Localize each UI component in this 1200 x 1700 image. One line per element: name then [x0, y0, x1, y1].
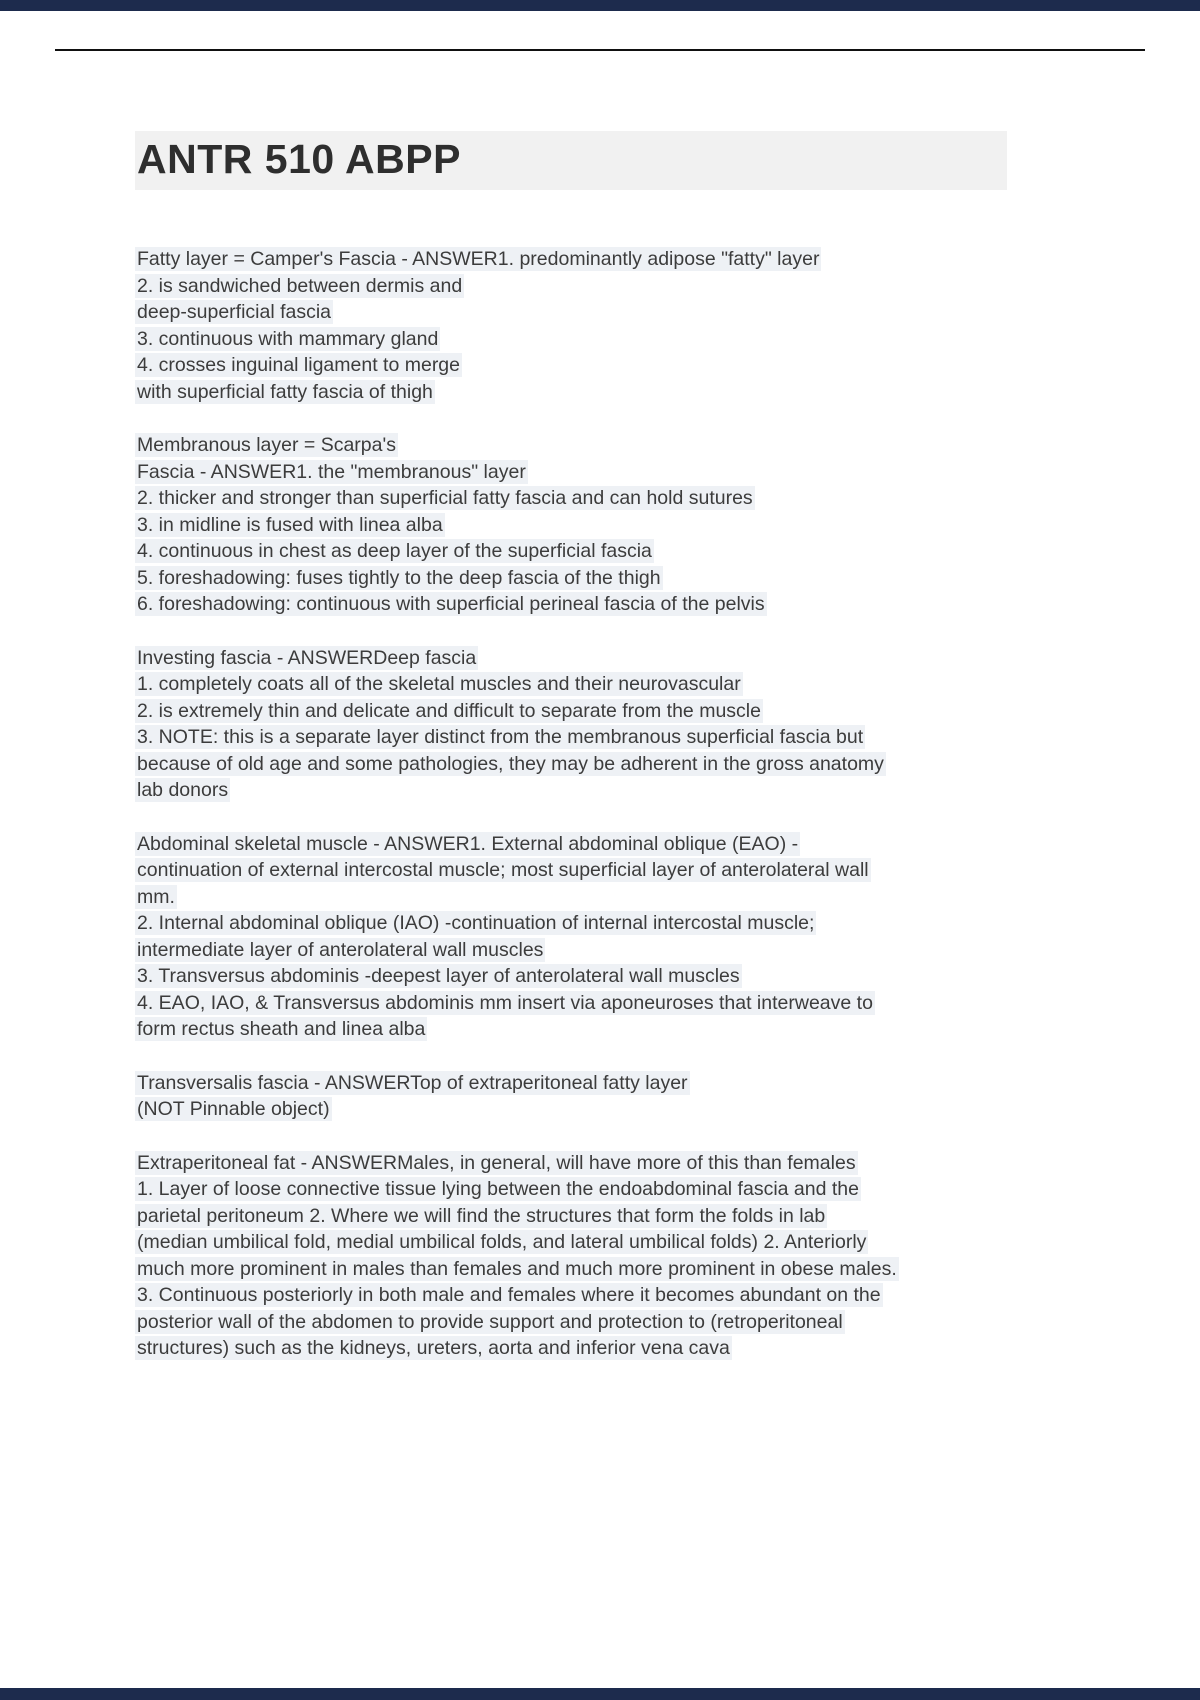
text-line: 1. Layer of loose connective tissue lying between the endoabdominal fascia and the [137, 1178, 859, 1200]
text-line: 4. continuous in chest as deep layer of the superficial fascia [137, 540, 652, 562]
text-line: because of old age and some pathologies, they may be adherent in the gross anatomy [137, 752, 884, 775]
text-line: Fascia - ANSWER1. the "membranous" layer [137, 460, 526, 483]
paragraph [135, 1070, 1070, 1123]
header-rule [55, 49, 1145, 51]
text-line: Extraperitoneal fat - ANSWERMales, in general, will have more of this than females [137, 1151, 856, 1174]
paragraph [135, 432, 1070, 618]
text-line: 3. in midline is fused with linea alba [137, 513, 443, 536]
text-line: (median umbilical fold, medial umbilical folds, and lateral umbilical folds) 2. Anteriorly [137, 1231, 867, 1253]
text-line: much more prominent in males than females and much more prominent in obese males. [137, 1257, 897, 1280]
text-line: Abdominal skeletal muscle - ANSWER1. External abdominal oblique (EAO) - [137, 832, 799, 855]
top-border-bar [0, 0, 1200, 11]
paragraph [135, 645, 1070, 804]
text-line: (NOT Pinnable object) [137, 1098, 330, 1120]
text-line: Investing fascia - ANSWERDeep fascia [137, 646, 477, 669]
text-line: Membranous layer = Scarpa's [137, 434, 396, 456]
text-line: structures) such as the kidneys, ureters, aorta and inferior vena cava [137, 1337, 730, 1359]
text-line: posterior wall of the abdomen to provide support and protection to (retroperitoneal [137, 1310, 843, 1333]
text-line: 4. EAO, IAO, & Transversus abdominis mm insert via aponeuroses that interweave to [137, 991, 873, 1014]
text-line: 2. is extremely thin and delicate and difficult to separate from the muscle [137, 699, 761, 722]
text-line: with superficial fatty fascia of thigh [137, 380, 433, 403]
text-line: continuation of external intercostal muscle; most superficial layer of anterolateral wall [137, 859, 869, 881]
text-line: 2. is sandwiched between dermis and [137, 274, 463, 297]
text-line: Transversalis fascia - ANSWERTop of extraperitoneal fatty layer [137, 1071, 688, 1094]
footer-bar [0, 1688, 1200, 1700]
text-line: Fatty layer = Camper's Fascia - ANSWER1. predominantly adipose "fatty" layer [137, 248, 820, 270]
text-line: parietal peritoneum 2. Where we will find the structures that form the folds in lab [137, 1204, 826, 1227]
text-line: 6. foreshadowing: continuous with superficial perineal fascia of the pelvis [137, 593, 765, 615]
text-line: 3. Continuous posteriorly in both male and females where it becomes abundant on the [137, 1284, 881, 1306]
page-title: ANTR 510 ABPP [135, 131, 1007, 190]
text-line: form rectus sheath and linea alba [137, 1018, 426, 1040]
text-line: 1. completely coats all of the skeletal muscles and their neurovascular [137, 673, 741, 695]
paragraph [135, 831, 1070, 1043]
paragraph [135, 246, 1070, 405]
text-line: 2. Internal abdominal oblique (IAO) -continuation of internal intercostal muscle; [137, 912, 815, 934]
paragraph [135, 1150, 1070, 1362]
text-line: 3. NOTE: this is a separate layer distinct from the membranous superficial fascia but [137, 726, 864, 748]
text-line: 3. Transversus abdominis -deepest layer of anterolateral wall muscles [137, 965, 740, 987]
text-line: mm. [137, 885, 175, 908]
text-line: 4. crosses inguinal ligament to merge [137, 354, 460, 376]
text-line: deep-superficial fascia [137, 301, 332, 323]
text-line: 2. thicker and stronger than superficial fatty fascia and can hold sutures [137, 487, 753, 509]
document-content [135, 131, 1070, 1389]
paragraph-list [135, 246, 1070, 1362]
text-line: 3. continuous with mammary gland [137, 327, 439, 350]
text-line: lab donors [137, 779, 229, 801]
text-line: intermediate layer of anterolateral wall muscles [137, 938, 544, 961]
text-line: 5. foreshadowing: fuses tightly to the deep fascia of the thigh [137, 566, 661, 589]
